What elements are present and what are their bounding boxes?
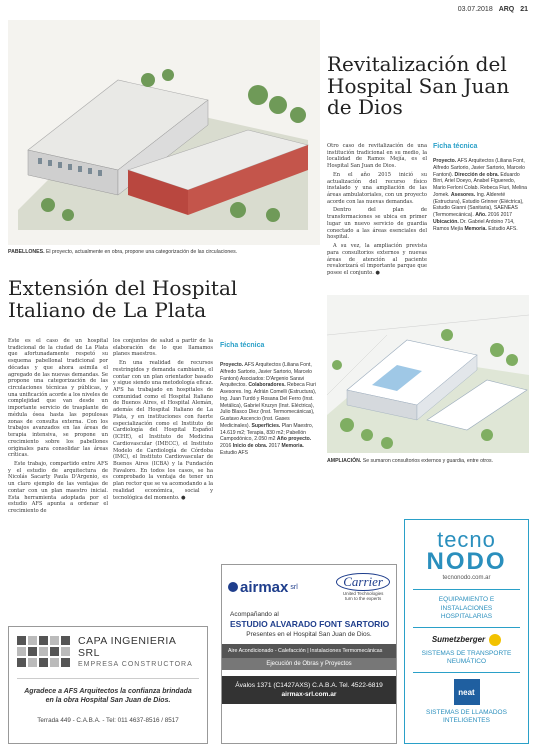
tecnonodo-url[interactable]: tecnonodo.com.ar — [442, 574, 491, 581]
capa-address: Terrada 449 - C.A.B.A. - Tel: 011 4637-8516 / 8517 — [37, 717, 179, 725]
airmax-contact — [222, 676, 396, 704]
article1-paragraph: A su vez, la ampliación prevista para consultorios externos y nuevas áreas de atención al paciente revalorizará el importante parque que posee el conjunto. ● — [327, 243, 427, 276]
sumetzberger-icon — [489, 634, 501, 646]
article1-paragraph: Dentro del plan de transformaciones se ubica en primer lugar un nuevo servicio de guardia conectado a las áreas esenciales del hospital. — [327, 207, 427, 241]
tech-item: Memoria. Estudio AFS. — [464, 225, 518, 232]
tech-item: Año. 2016 2017 — [475, 212, 513, 219]
header-section: ARQ — [498, 6, 515, 13]
capa-name: CAPA INGENIERIA SRL — [78, 635, 176, 659]
page-header — [458, 6, 528, 13]
tech-item: Inicio de obra. 2017 — [232, 443, 281, 450]
article2-paragraph: En una realidad de recursos restringidos y demanda cambiante, el contar con un plan orientador basado y sigue siendo una metodología eficaz. AFS ha trabajado en hospitales de comunidad como el Hospital Italiano de Buenos Aires, el Hospital Alemán, además del Hospital Italiano de La Plata, y en instituciones con fuerte especialización como el Instituto de Cardiología del Hospital Español (ICHE), el Instituto de Medicina Cardiovascular (IMECC), el Instituto Modelo de Cardiología de Córdoba (IMC), el Instituto Cardiovascular de Buenos Aires (ICBA) y la Fundación Favaloro. En todos los casos, se ha comprobado la ventaja de tener un plan rector que se va acomodando a la realidad económica, social y tecnológica del momento. ● — [113, 360, 213, 501]
article2-title: Extensión del Hospital Italiano de La Plata — [8, 276, 238, 322]
airmax-accompanying: Acompañando al — [230, 611, 279, 618]
hospital-san-juan-image — [8, 20, 320, 245]
equipment-label: EQUIPAMIENTO E INSTALACIONES HOSPITALARIAS — [438, 596, 495, 620]
tech-item: Año proyecto. 2016 — [220, 436, 312, 450]
article1-paragraph: En el año 2015 inició su actualización del recurso físico instalado y una ampliación de las áreas ambulatoriales, con un proyecto acorde con las nuevas demandas. — [327, 171, 427, 205]
tech-item: Colaboradores. Rebeca Fiuri Asesores. Ing. Adrián Comelli (Estructura), Ing. Juan Turdó y Rosana Del Ferro (Inst. Metálica), Gabriel Kruzyn (Inst. Eléctrica), Julio Blasco Diez (Inst. Termomecánicas), Gustavo Ascencio (Inst. Gases Medicinales). — [220, 382, 317, 429]
article1-title: Revitalización del Hospital San Juan de Dios — [327, 52, 510, 120]
neat-logo: neat — [454, 679, 480, 705]
caption-text: El proyecto, actualmente en obra, propone una categorización de las circulaciones. — [45, 249, 238, 255]
header-page: 21 — [520, 6, 528, 13]
airmax-works: Ejecución de Obras y Proyectos — [222, 658, 396, 670]
tecnonodo-logo-bottom: NODO — [426, 547, 507, 575]
article2-tech-sheet — [220, 362, 318, 457]
tech-item: Proyecto. AFS Arquitectos (Liliana Font, Alfredo Sartorio, Javier Sartorio, Marcelo Fantoni) Asociados: D'Argenio Saravi Arquitectos. — [220, 362, 313, 389]
airmax-studio: ESTUDIO ALVARADO FONT SARTORIO — [230, 619, 390, 629]
article2-paragraph: Este trabajo, compartido entre AFS y el estudio de arquitectura de Nicolás Sacarty Paula D'Argenio, es un claro ejemplo de las ventajas de contar con un plan maestro inicial. Esta herramienta adoptada por el estudio AFS apunta a ordenar el crecimiento de — [8, 460, 108, 514]
tech-item: Memoria. Estudio AFS — [220, 443, 304, 456]
article1-paragraph: Otro caso de revitalización de una institución tradicional en su medio, la localidad de Ramos Mejía, es el Hospital San Juan de Dios. — [327, 143, 427, 170]
pneumatic-label: SISTEMAS DE TRANSPORTE NEUMÁTICO — [421, 649, 512, 665]
article2-caption — [327, 458, 529, 465]
caption-label: AMPLIACIÓN. — [327, 458, 362, 464]
tecnonodo-logo-top: tecno — [437, 527, 496, 552]
tecnonodo-ad[interactable] — [404, 519, 529, 744]
capa-thanks: Agradece a AFS Arquitectos la confianza brindada en la obra Hospital San Juan de Dios. — [24, 688, 192, 705]
article2-column-1 — [8, 338, 108, 517]
article2-paragraph: Este es el caso de un hospital tradicional de la ciudad de La Plata que afortunadamente respetó su esquema pabellonal tradicional por décadas y que ahora asimila el agregado de las nuevas demandas. Se propone una categorización de las circulaciones técnicas y públicas, y una unificación acorde a los niveles de complejidad que van desde un importante servicio de trasplante de médula ósea hasta las populosas zonas de consulta externa. Con los trabajos avanzados en las áreas de terapia intensiva, se propone un crecimiento sobre los pabellones originales para consolidar las áreas críticas. — [8, 338, 108, 459]
airmax-services: Aire Acondicionado - Calefacción | Instalaciones Termomecánicas — [222, 644, 396, 658]
hospital-italiano-image — [327, 295, 529, 453]
tech-item: Ubicación. Dr. Gabriel Ardoino 714, Ramos Mejía — [433, 218, 515, 232]
carrier-logo: Carrier United Technologies turn to the experts — [336, 573, 390, 601]
caption-text: Se sumaron consultorios externos y guardia, entre otros. — [362, 458, 494, 464]
airmax-url[interactable]: airmax-srl.com.ar — [281, 691, 337, 698]
tech-item: Asesores. Ing. Aldereté (Estructura), Estudio Grinner (Eléctrica), Estudio Gianni (Sanitaria), SAENEAS (Termomecánica). — [433, 191, 524, 219]
article2-tech-title: Ficha técnica — [220, 342, 265, 349]
calls-label: SISTEMAS DE LLAMADOS INTELIGENTES — [426, 709, 507, 725]
tech-item: Superficies. Plan Maestro, 14.619 m2; Terapia, 830 m2; Pabellón Campodónico, 2.050 m2 — [220, 422, 314, 443]
site-plan-illustration — [327, 295, 529, 453]
airmax-logo: airmax srl — [228, 579, 298, 596]
airmax-globe-icon — [228, 582, 238, 592]
tech-item: Dirección de obra. Eduardo Birri, Ariel Doeyo, Anabel Figueredo, Mario Ferloni Colab. Rebeca Fiuri, Melina Jomek. — [433, 171, 527, 198]
airmax-address: Ávalos 1371 (C1427AXS) C.A.B.A. Tel. 4522-6819 — [235, 682, 383, 689]
article1-tech-title: Ficha técnica — [433, 143, 478, 150]
article1-caption — [8, 249, 320, 256]
capa-logo-icon — [17, 636, 70, 667]
article2-column-2 — [113, 338, 213, 503]
tech-item: Proyecto. AFS Arquitectos (Liliana Font, Alfredo Sartorio, Javier Sartorio, Marcelo Fantoni). — [433, 158, 526, 178]
article1-tech-sheet — [433, 158, 528, 232]
capa-ingenieria-ad[interactable] — [8, 626, 208, 744]
sumetzberger-logo: Sumetzberger — [431, 635, 486, 645]
capa-subtitle: EMPRESA CONSTRUCTORA — [78, 661, 193, 668]
airmax-present: Presentes en el Hospital San Juan de Dios. — [246, 631, 372, 638]
building-render-illustration — [8, 20, 320, 245]
article2-paragraph: los conjuntos de salud a partir de la elaboración de lo que llamamos planes maestros. — [113, 338, 213, 358]
article1-body — [327, 143, 427, 279]
airmax-ad[interactable] — [221, 564, 397, 744]
caption-label: PABELLONES. — [8, 249, 45, 255]
header-date: 03.07.2018 — [457, 6, 493, 13]
